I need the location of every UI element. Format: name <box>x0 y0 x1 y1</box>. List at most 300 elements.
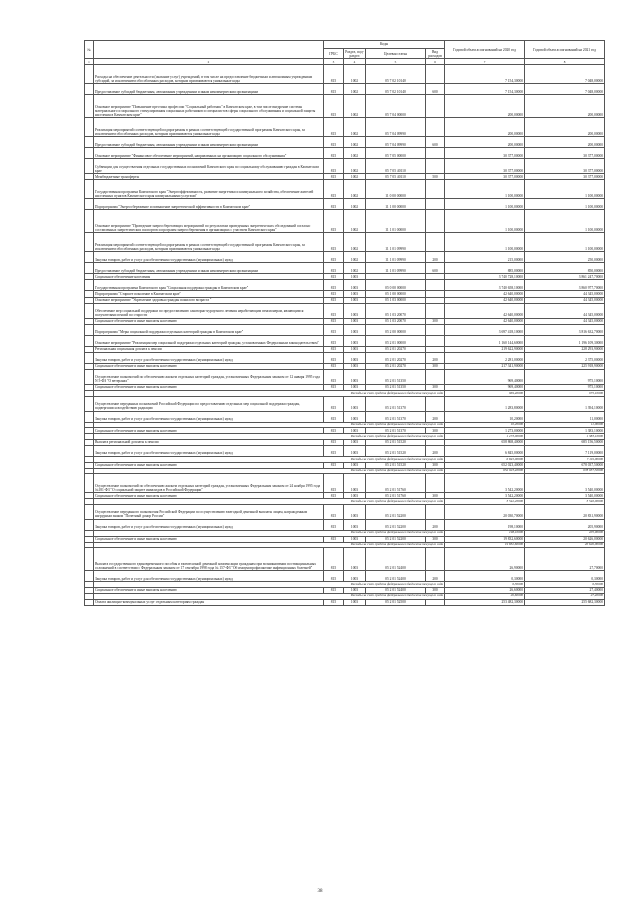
grbs-code: 815 <box>324 346 344 352</box>
row-number-cell <box>85 180 94 199</box>
row-description: Социальное обеспечение и иные выплаты населению <box>94 536 324 542</box>
vr-code: 300 <box>426 493 445 499</box>
amount-2021: 250,00000 <box>525 252 605 263</box>
amount-2021: 1 100,00000 <box>525 199 605 210</box>
vr-code <box>426 280 445 291</box>
vr-code: 200 <box>426 519 445 530</box>
razdel-code: 1003 <box>344 291 366 297</box>
grbs-code: 815 <box>324 474 344 493</box>
amount-2021: 0,30000 <box>525 571 605 582</box>
vr-code <box>426 199 445 210</box>
razdel-code: 1002 <box>344 233 366 252</box>
amount-2020: 2 281,00000 <box>445 352 525 363</box>
col-num-header: № <box>85 41 94 59</box>
row-number-cell <box>85 446 94 457</box>
amount-2021: 44 345,00000 <box>525 318 605 324</box>
razdel-code: 1003 <box>344 384 366 390</box>
razdel-code: 1003 <box>344 571 366 582</box>
col-razdel-header: Раздел, под-раздел <box>345 49 364 58</box>
vr-code: 300 <box>426 363 445 369</box>
row-description: Основное мероприятие "Укрепление здоровья граждан пожилого возраста " <box>94 297 324 303</box>
table-row <box>85 137 605 148</box>
row-number-cell <box>85 335 94 346</box>
row-number-cell <box>85 280 94 291</box>
note-text: Расходы за счет средств федерального бюджета текущего года <box>94 582 445 588</box>
vr-code: 600 <box>426 263 445 274</box>
table-row <box>85 84 605 95</box>
row-description: Государственная программа Камчатского края "Социальная поддержка граждан в Камчатском крае" <box>94 280 324 291</box>
index-cell: 8 <box>525 59 605 65</box>
amount-2020: 42 640,00000 <box>445 318 525 324</box>
row-description: Реализация мероприятий соответствующей подпрограммы в рамках соответствующей государственной программы Камчатского края, за исключением обособленных расходов, которым присваиваются уникальные коды <box>94 118 324 137</box>
row-description: Реализация мероприятий соответствующей подпрограммы в рамках соответствующей государственной программы Камчатского края, за исключением обособленных расходов, которым присваиваются уникальные коды <box>94 233 324 252</box>
vr-code <box>426 180 445 199</box>
amount-2020: 253 482,30000 <box>445 599 525 605</box>
col-vr-header: Вид расходов <box>426 49 445 59</box>
razdel-code: 1002 <box>344 84 366 95</box>
razdel-code: 1003 <box>344 439 366 445</box>
grbs-code: 815 <box>324 396 344 411</box>
amount-2021: 1 100,00000 <box>525 180 605 199</box>
amount-2021: 200,00000 <box>525 118 605 137</box>
amount-2021: 2 375,00000 <box>525 352 605 363</box>
grbs-code: 815 <box>324 291 344 297</box>
amount-2021: 44 345,00000 <box>525 303 605 318</box>
row-description: Социальное обеспечение и иные выплаты населению <box>94 587 324 593</box>
grbs-code: 815 <box>324 297 344 303</box>
table-row <box>85 446 605 457</box>
amount-2020: 200,00000 <box>445 137 525 148</box>
razdel-code: 1003 <box>344 446 366 457</box>
razdel-code: 1003 <box>344 504 366 519</box>
amount-2020: 0,30000 <box>445 582 525 588</box>
grbs-code: 815 <box>324 263 344 274</box>
vr-code <box>426 335 445 346</box>
table-row <box>85 352 605 363</box>
razdel-code: 1003 <box>344 363 366 369</box>
grbs-code: 815 <box>324 352 344 363</box>
table-row <box>85 210 605 233</box>
grbs-code: 815 <box>324 233 344 252</box>
row-description: Расходы на обеспечение деятельности (оказание услуг) учреждений, в том числе на предоставление бюджетным и автономным учреждениям субсидий, за исключением обособленных расходов, которым присваиваются уникальные коды <box>94 65 324 84</box>
vr-code <box>426 369 445 384</box>
col-desc-header <box>94 41 324 59</box>
amount-2020: 7 154,30000 <box>445 84 525 95</box>
csr-code: 05 7 05 40110 <box>366 159 426 174</box>
csr-code: 05 7 04 09990 <box>366 137 426 148</box>
row-number-cell <box>85 324 94 335</box>
amount-2020: 7 154,30000 <box>445 65 525 84</box>
vr-code <box>426 118 445 137</box>
amount-2020: 1 273,00000 <box>445 428 525 434</box>
amount-2021: 44 345,00000 <box>525 291 605 297</box>
vr-code: 300 <box>426 428 445 434</box>
amount-2020: 30 377,00000 <box>445 148 525 159</box>
row-description: Закупка товаров, работ и услуг для обеспечения государственных (муниципальных) нужд <box>94 519 324 530</box>
note-text: Расходы за счет средств федерального бюджета текущего года <box>94 530 445 536</box>
vr-code <box>426 233 445 252</box>
razdel-code: 1003 <box>344 369 366 384</box>
amount-2021: 20 626,00000 <box>525 542 605 548</box>
amount-2021: 7 119,00000 <box>525 446 605 457</box>
amount-2020: 969,40000 <box>445 369 525 384</box>
csr-code: 05 7 04 00000 <box>366 95 426 118</box>
row-number-cell <box>85 504 94 519</box>
row-description: Социальное обеспечение и иные выплаты населению <box>94 428 324 434</box>
razdel-code: 1003 <box>344 428 366 434</box>
table-row <box>85 504 605 519</box>
razdel-code: 1002 <box>344 148 366 159</box>
amount-2021: 678 037,50000 <box>525 468 605 474</box>
row-description: Осуществление переданного полномочия Российской Федерации по осуществлению ежегодной денежной выплаты лицам, награжденным нагрудным знаком "Почетный донор России" <box>94 504 324 519</box>
grbs-code: 815 <box>324 318 344 324</box>
vr-code <box>426 148 445 159</box>
grbs-code: 815 <box>324 548 344 571</box>
grbs-code: 815 <box>324 118 344 137</box>
note-text: Расходы за счет средств федерального бюджета текущего года <box>94 593 445 599</box>
amount-2020: 198,10000 <box>445 530 525 536</box>
vr-code <box>426 599 445 605</box>
row-description: Основное мероприятие "Повышение престижа профессии "Социальный работник" в Камчатском крае, в том числе внедрение системы материального и морального стимулирования социальных работников и специалистов сферы социального обслуживания и социальной защиты населения в Камчатском крае" <box>94 95 324 118</box>
amount-2020: 652 023,40000 <box>445 462 525 468</box>
amount-2020: 42 640,00000 <box>445 291 525 297</box>
grbs-code: 815 <box>324 174 344 180</box>
row-description: Предоставление субсидий бюджетным, автономным учреждениям и иным некоммерческим организациям <box>94 84 324 95</box>
razdel-code: 1003 <box>344 474 366 493</box>
amount-2020: 26,60000 <box>445 587 525 593</box>
razdel-code: 1002 <box>344 210 366 233</box>
csr-code: 05 2 01 52400 <box>366 587 426 593</box>
grbs-code: 815 <box>324 363 344 369</box>
amount-2020: 885,00000 <box>445 263 525 274</box>
grbs-code: 815 <box>324 274 344 280</box>
row-description: Обеспечение мер социальной поддержки по предоставлению санаторно-курортного лечения неработающим пенсионерам, являющимся получателями пенсий по старости <box>94 303 324 318</box>
row-description: Предоставление субсидий бюджетным, автономным учреждениям и иным некоммерческим организациям <box>94 137 324 148</box>
row-description: Государственная программа Камчатского края "Энергоэффективность, развитие энергетики и коммунального хозяйства, обеспечение жителей населенных пунктов Камчатского края коммунальными услугами" <box>94 180 324 199</box>
amount-2021: 11,00000 <box>525 411 605 422</box>
row-number-cell <box>85 548 94 571</box>
note-text: Расходы за счет средств федерального бюджета текущего года <box>94 499 445 505</box>
row-description: Основное мероприятие "Финансовое обеспечение мероприятий, направленных на организацию социального обслуживания" <box>94 148 324 159</box>
row-number-cell <box>85 199 94 210</box>
vr-code: 200 <box>426 446 445 457</box>
csr-code: 05 2 01 52200 <box>366 536 426 542</box>
grbs-code: 815 <box>324 446 344 457</box>
row-number-cell <box>85 159 94 174</box>
grbs-code: 815 <box>324 65 344 84</box>
amount-2021: 975,10000 <box>525 391 605 397</box>
note-text: Расходы за счет средств федерального бюджета текущего года <box>94 542 445 548</box>
razdel-code: 1003 <box>344 303 366 318</box>
razdel-code: 1003 <box>344 493 366 499</box>
amount-2021: 975,10000 <box>525 369 605 384</box>
csr-code: 05 2 01 51370 <box>366 396 426 411</box>
row-description: Закупка товаров, работ и услуг для обеспечения государственных (муниципальных) нужд <box>94 352 324 363</box>
row-number-cell <box>85 396 94 411</box>
amount-2021: 3 816 632,70000 <box>525 324 605 335</box>
amount-2021: 1 394,10000 <box>525 396 605 411</box>
razdel-code: 1002 <box>344 118 366 137</box>
amount-2020: 969,40000 <box>445 391 525 397</box>
grbs-code: 815 <box>324 252 344 263</box>
amount-2020: 200,00000 <box>445 95 525 118</box>
amount-2021: 1 383,10000 <box>525 434 605 440</box>
amount-2020: 19 832,60000 <box>445 542 525 548</box>
amount-2021: 255 682,30000 <box>525 599 605 605</box>
razdel-code: 1003 <box>344 411 366 422</box>
amount-2021: 7 048,00000 <box>525 84 605 95</box>
csr-code: 05 2 01 51760 <box>366 493 426 499</box>
row-number-cell <box>85 352 94 363</box>
amount-2021: 27,40000 <box>525 587 605 593</box>
row-number-cell <box>85 210 94 233</box>
amount-2020: 6 845,00000 <box>445 446 525 457</box>
grbs-code: 815 <box>324 493 344 499</box>
col-2020-header: Годовой объем ассигнований на 2020 год <box>445 41 525 59</box>
csr-code: 05 2 01 52400 <box>366 571 426 582</box>
vr-code: 300 <box>426 587 445 593</box>
amount-2021: 850,00000 <box>525 263 605 274</box>
table-row <box>85 324 605 335</box>
razdel-code: 1003 <box>344 396 366 411</box>
grbs-code: 815 <box>324 536 344 542</box>
grbs-code: 815 <box>324 95 344 118</box>
amount-2020: 652 023,40000 <box>445 468 525 474</box>
amount-2020: 26,90000 <box>445 548 525 571</box>
csr-code: 05 2 01 51760 <box>366 474 426 493</box>
table-row <box>85 335 605 346</box>
razdel-code: 1002 <box>344 263 366 274</box>
row-number-cell <box>85 84 94 95</box>
col-2021-header: Годовой объем ассигнований на 2021 год <box>525 41 605 59</box>
row-description: Социальное обеспечение и иные выплаты населению <box>94 363 324 369</box>
vr-code: 600 <box>426 137 445 148</box>
amount-2020: 200,00000 <box>445 118 525 137</box>
table-row <box>85 396 605 411</box>
table-row <box>85 233 605 252</box>
razdel-code: 1003 <box>344 280 366 291</box>
amount-2021: 20 626,00000 <box>525 536 605 542</box>
amount-2021: 1 383,10000 <box>525 428 605 434</box>
amount-2020: 1 100,00000 <box>445 210 525 233</box>
row-number-cell <box>85 137 94 148</box>
note-text: Расходы за счет средств федерального бюджета текущего года <box>94 457 445 463</box>
amount-2021: 30 377,00000 <box>525 148 605 159</box>
amount-2020: 0,30000 <box>445 571 525 582</box>
amount-2020: 658 868,40000 <box>445 439 525 445</box>
row-description: Подпрограмма "Старшее поколение в Камчатском крае" <box>94 291 324 297</box>
row-number-cell <box>85 411 94 422</box>
row-description: Закупка товаров, работ и услуг для обеспечения государственных (муниципальных) нужд <box>94 411 324 422</box>
index-cell: 2 <box>94 59 324 65</box>
amount-2020: 215,00000 <box>445 252 525 263</box>
row-description: Подпрограмма "Меры социальной поддержки отдельных категорий граждан в Камчатском крае" <box>94 324 324 335</box>
table-row <box>85 548 605 571</box>
row-description: Закупка товаров, работ и услуг для обеспечения государственных (муниципальных) нужд <box>94 252 324 263</box>
vr-code <box>426 95 445 118</box>
amount-2020: 3 542,20000 <box>445 493 525 499</box>
grbs-code: 815 <box>324 335 344 346</box>
grbs-code: 815 <box>324 599 344 605</box>
razdel-code: 1002 <box>344 252 366 263</box>
amount-2020: 10,20000 <box>445 422 525 428</box>
amount-2021: 685 156,50000 <box>525 439 605 445</box>
row-description: Оплата жилищно-коммунальных услуг отдельным категориям граждан <box>94 599 324 605</box>
razdel-code: 1002 <box>344 159 366 174</box>
grbs-code: 815 <box>324 504 344 519</box>
csr-code: 05 2 01 52200 <box>366 504 426 519</box>
row-description: Закупка товаров, работ и услуг для обеспечения государственных (муниципальных) нужд <box>94 571 324 582</box>
razdel-code: 1003 <box>344 462 366 468</box>
razdel-code: 1003 <box>344 548 366 571</box>
csr-code: 05 1 03 20070 <box>366 318 426 324</box>
csr-code: 05 2 01 20270 <box>366 363 426 369</box>
vr-code <box>426 210 445 233</box>
row-description: Основное мероприятие "Проведение энергосберегающих мероприятий по результатам проведенных энергетических обследований согласно составленных энергетических паспортов и программ энергосбережения в организациях с участием Камчатского края" <box>94 210 324 233</box>
table-row <box>85 411 605 422</box>
grbs-code: 815 <box>324 280 344 291</box>
row-description: Субвенции для осуществления отдельных государственных полномочий Камчатского края по социальному обслуживанию граждан в Камчатском крае <box>94 159 324 174</box>
vr-code: 200 <box>426 411 445 422</box>
amount-2021: 44 345,00000 <box>525 297 605 303</box>
amount-2021: 975,10000 <box>525 384 605 390</box>
col-grbs-header: ГРБС <box>324 49 344 59</box>
csr-code: 05 1 03 00000 <box>366 297 426 303</box>
index-cell: 3 <box>324 59 344 65</box>
row-description: Выплата региональной доплаты к пенсии <box>94 439 324 445</box>
amount-2021: 1 100,00000 <box>525 233 605 252</box>
razdel-code: 1002 <box>344 180 366 199</box>
col-csr-header: Целевая статья <box>366 49 426 59</box>
csr-code: 05 2 01 52200 <box>366 519 426 530</box>
row-number-cell <box>85 263 94 274</box>
amount-2020: 1 160 144,60000 <box>445 335 525 346</box>
row-number-cell <box>85 148 94 159</box>
amount-2021: 1 100,00000 <box>525 210 605 233</box>
amount-2021: 3 540,00000 <box>525 499 605 505</box>
amount-2021: 27,40000 <box>525 593 605 599</box>
razdel-code: 1003 <box>344 318 366 324</box>
vr-code: 300 <box>426 462 445 468</box>
razdel-code: 1003 <box>344 335 366 346</box>
codes-header: Коды <box>324 41 445 49</box>
vr-code <box>426 324 445 335</box>
row-number-cell <box>85 252 94 263</box>
row-description: Социальное обеспечение и иные выплаты населению <box>94 493 324 499</box>
amount-2021: 3 540,00000 <box>525 493 605 499</box>
csr-code: 11 1 01 09990 <box>366 252 426 263</box>
vr-code: 300 <box>426 536 445 542</box>
csr-code: 05 2 01 52400 <box>366 548 426 571</box>
row-number-cell <box>85 303 94 318</box>
vr-code <box>426 504 445 519</box>
vr-code: 300 <box>426 318 445 324</box>
amount-2021: 3 860 977,70000 <box>525 280 605 291</box>
grbs-code: 815 <box>324 159 344 174</box>
table-row <box>85 263 605 274</box>
budget-table <box>84 40 605 606</box>
row-description: Социальное обеспечение населения <box>94 274 324 280</box>
vr-code <box>426 396 445 411</box>
csr-code: 05 2 01 51350 <box>366 369 426 384</box>
csr-code: 05 2 01 00000 <box>366 335 426 346</box>
note-text: Расходы за счет средств федерального бюджета текущего года <box>94 434 445 440</box>
note-text: Расходы за счет средств федерального бюджета текущего года <box>94 422 445 428</box>
grbs-code: 815 <box>324 210 344 233</box>
amount-2020: 26,60000 <box>445 593 525 599</box>
amount-2021: 7 119,00000 <box>525 457 605 463</box>
table-header <box>85 41 605 65</box>
grbs-code: 815 <box>324 303 344 318</box>
row-number-cell <box>85 599 94 605</box>
amount-2020: 1 100,00000 <box>445 180 525 199</box>
amount-2021: 0,30000 <box>525 582 605 588</box>
row-number-cell <box>85 233 94 252</box>
vr-code: 200 <box>426 252 445 263</box>
amount-2020: 3 697 418,10000 <box>445 324 525 335</box>
index-cell: 5 <box>366 59 426 65</box>
vr-code <box>426 548 445 571</box>
note-text: Расходы за счет средств федерального бюджета текущего года <box>94 468 445 474</box>
page-number: 38 <box>317 889 323 894</box>
amount-2020: 3 740 658,10000 <box>445 280 525 291</box>
razdel-code: 1003 <box>344 297 366 303</box>
amount-2021: 1 196 109,30000 <box>525 335 605 346</box>
razdel-code: 1002 <box>344 199 366 210</box>
index-cell: 1 <box>85 59 94 65</box>
grbs-code: 815 <box>324 587 344 593</box>
amount-2020: 1 273,00000 <box>445 434 525 440</box>
razdel-code: 1002 <box>344 174 366 180</box>
amount-2020: 969,40000 <box>445 384 525 390</box>
row-number-cell <box>85 519 94 530</box>
amount-2020: 42 640,00000 <box>445 297 525 303</box>
row-number-cell <box>85 474 94 493</box>
csr-code: 05 2 01 52500 <box>366 599 426 605</box>
amount-2020: 30 377,00000 <box>445 174 525 180</box>
csr-code: 05 7 02 10140 <box>366 84 426 95</box>
table-row <box>85 252 605 263</box>
razdel-code: 1003 <box>344 536 366 542</box>
vr-code: 600 <box>426 84 445 95</box>
vr-code <box>426 65 445 84</box>
vr-code: 500 <box>426 174 445 180</box>
csr-code: 05 2 01 51370 <box>366 428 426 434</box>
row-description: Закупка товаров, работ и услуг для обеспечения государственных (муниципальных) нужд <box>94 446 324 457</box>
csr-code: 05 7 05 00000 <box>366 148 426 159</box>
csr-code: 05 1 03 20070 <box>366 303 426 318</box>
csr-code: 11 1 01 00000 <box>366 210 426 233</box>
amount-2020: 219 622,90000 <box>445 346 525 352</box>
grbs-code: 815 <box>324 384 344 390</box>
amount-2021: 3 540,00000 <box>525 474 605 493</box>
razdel-code: 1003 <box>344 352 366 363</box>
table-row <box>85 599 605 605</box>
index-cell: 7 <box>445 59 525 65</box>
amount-2020: 1 100,00000 <box>445 233 525 252</box>
grbs-code: 815 <box>324 519 344 530</box>
csr-code: 05 0 00 00000 <box>366 280 426 291</box>
row-number-cell <box>85 118 94 137</box>
table-row <box>85 519 605 530</box>
table-row <box>85 303 605 318</box>
grbs-code: 815 <box>324 462 344 468</box>
amount-2021: 3 861 247,70000 <box>525 274 605 280</box>
amount-2020: 19 832,60000 <box>445 536 525 542</box>
csr-code: 05 2 01 51520 <box>366 446 426 457</box>
row-description: Социальное обеспечение и иные выплаты населению <box>94 318 324 324</box>
amount-2021: 200,00000 <box>525 137 605 148</box>
